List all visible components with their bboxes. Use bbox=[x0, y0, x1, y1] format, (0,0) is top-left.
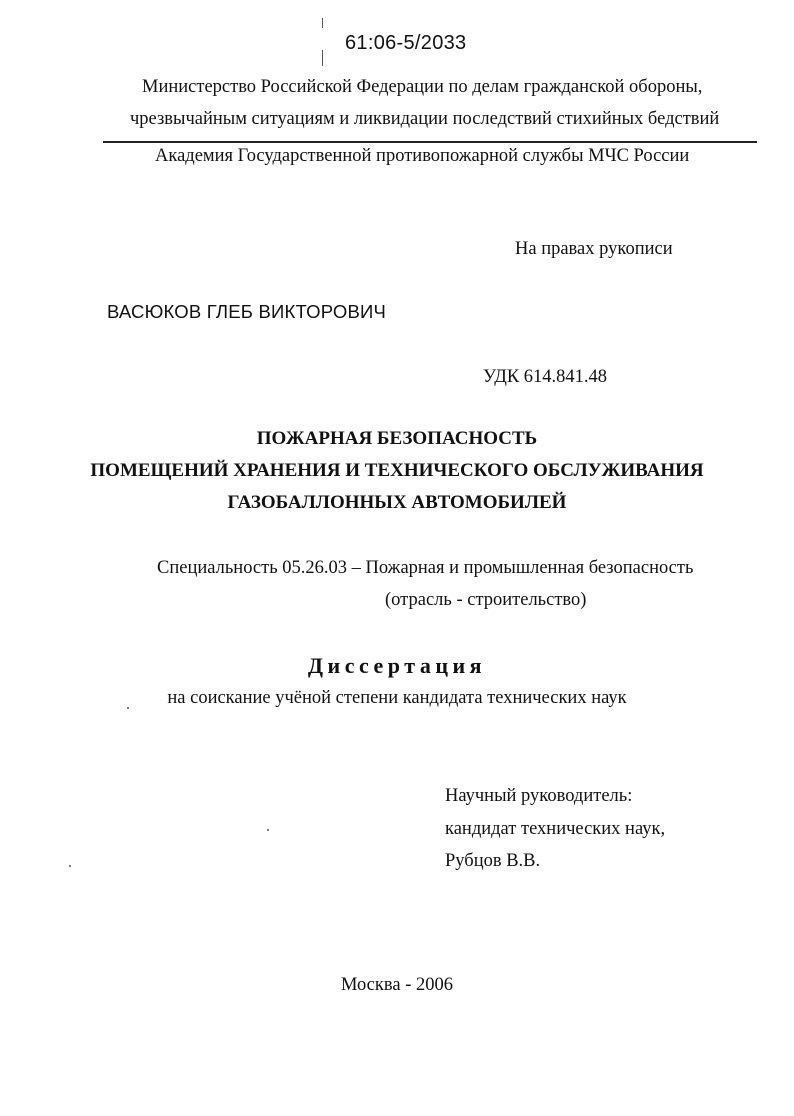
header-divider bbox=[103, 141, 757, 143]
specialty-line-1: Специальность 05.26.03 – Пожарная и промышленная безопасность bbox=[157, 558, 694, 578]
manuscript-rights: На правах рукописи bbox=[515, 239, 673, 259]
dissertation-subheading: на соискание учёной степени кандидата технических наук bbox=[167, 688, 627, 708]
ministry-line-1: Министерство Российской Федерации по делам гражданской обороны, bbox=[142, 77, 703, 97]
scan-speck bbox=[69, 865, 71, 867]
title-line-1: ПОЖАРНАЯ БЕЗОПАСНОСТЬ bbox=[256, 428, 538, 449]
author-name: ВАСЮКОВ ГЛЕБ ВИКТОРОВИЧ bbox=[107, 301, 387, 322]
binding-mark-bottom bbox=[322, 50, 323, 66]
ministry-line-2: чрезвычайным ситуациям и ликвидации последствий стихийных бедствий bbox=[130, 109, 720, 129]
supervisor-label: Научный руководитель: bbox=[445, 786, 633, 806]
title-line-2: ПОМЕЩЕНИЙ ХРАНЕНИЯ И ТЕХНИЧЕСКОГО ОБСЛУЖИВАНИЯ bbox=[90, 460, 704, 481]
title-line-3: ГАЗОБАЛЛОННЫХ АВТОМОБИЛЕЙ bbox=[227, 492, 567, 513]
binding-mark-top bbox=[322, 18, 323, 28]
scan-speck bbox=[127, 707, 129, 709]
scan-speck bbox=[267, 829, 269, 831]
specialty-line-2: (отрасль - строительство) bbox=[385, 590, 587, 610]
supervisor-degree: кандидат технических наук, bbox=[445, 819, 666, 839]
archive-code: 61:06-5/2033 bbox=[345, 32, 467, 54]
dissertation-heading: Диссертация bbox=[307, 653, 487, 678]
academy-name: Академия Государственной противопожарной службы МЧС России bbox=[155, 146, 690, 166]
udk-code: УДК 614.841.48 bbox=[483, 367, 608, 387]
supervisor-name: Рубцов В.В. bbox=[445, 851, 541, 871]
city-year: Москва - 2006 bbox=[340, 975, 453, 995]
